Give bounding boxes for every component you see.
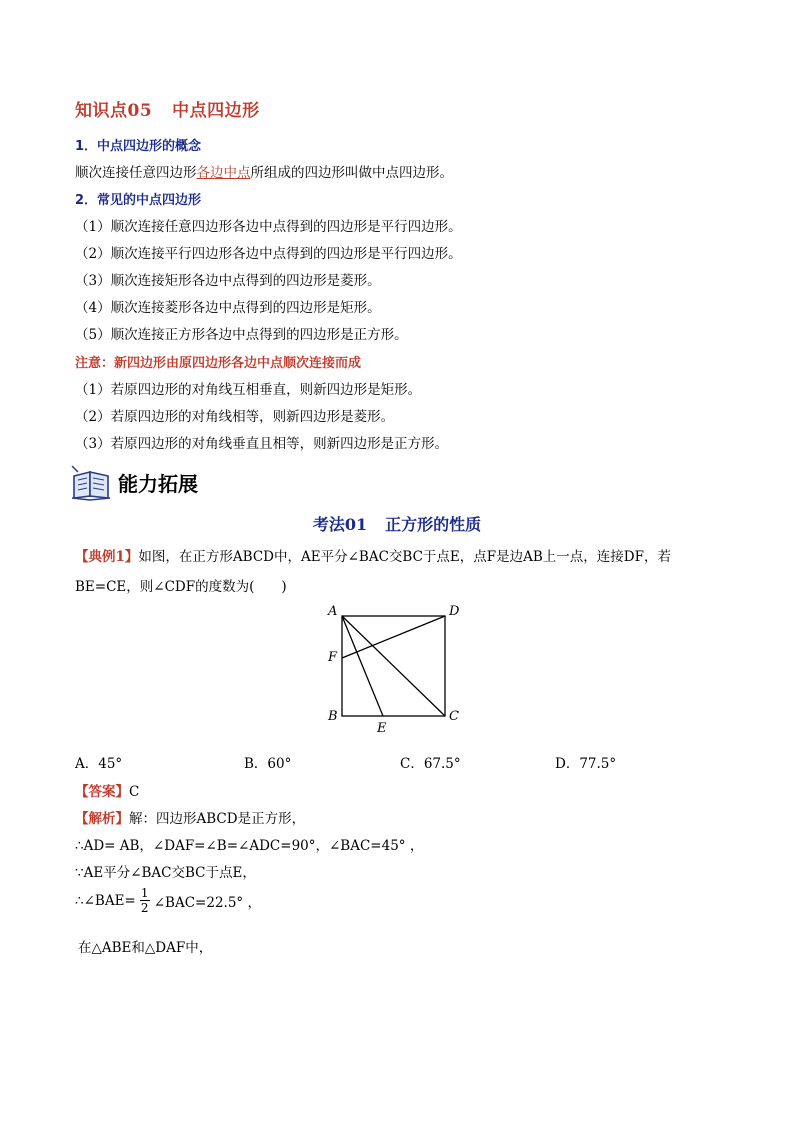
subheading-common [75, 189, 201, 208]
list-item: （5）顺次连接正方形各边中点得到的四边形是正方形。 [75, 327, 408, 343]
method-title: 正方形的性质 [385, 515, 482, 534]
solution-line [75, 807, 305, 827]
definition-highlight: 各边中点 [196, 165, 251, 181]
list-item: （1）若原四边形的对角线互相垂直，则新四边形是矩形。 [75, 382, 422, 398]
fraction-suffix: ∠BAC=22.5° ， [153, 894, 261, 911]
solution-line: 在△ABE和△DAF中， [78, 940, 213, 956]
example-line-1 [75, 545, 671, 565]
open-book-icon [70, 462, 112, 502]
subheading-text: 常见的中点四边形 [97, 193, 202, 208]
fraction-denominator: 2 [140, 901, 149, 915]
solution-line: ∴AD= AB，∠DAF=∠B=∠ADC=90°，∠BAC=45° ， [75, 838, 424, 854]
list-item: （3）若原四边形的对角线垂直且相等，则新四边形是正方形。 [75, 436, 449, 452]
list-item: （2）若原四边形的对角线相等，则新四边形是菱形。 [75, 409, 395, 425]
list-item: （1）顺次连接任意四边形各边中点得到的四边形是平行四边形。 [75, 219, 462, 235]
note-heading: 注意：新四边形由原四边形各边中点顺次连接而成 [75, 356, 362, 371]
label-b: B [328, 709, 338, 724]
example-tag: 【典例1】 [75, 549, 139, 565]
definition-before: 顺次连接任意四边形 [75, 165, 197, 181]
label-a: A [328, 604, 338, 619]
option-c: C．67.5° [400, 756, 461, 772]
diagonal-ac [342, 616, 445, 716]
ability-heading [70, 462, 198, 502]
example-text: 如图，在正方形ABCD中，AE平分∠BAC交BC于点E，点F是边AB上一点，连接DF，若 [138, 549, 671, 565]
label-d: D [449, 604, 460, 619]
answer-tag: 【答案】 [75, 784, 129, 800]
list-item: （2）顺次连接平行四边形各边中点得到的四边形是平行四边形。 [75, 246, 462, 262]
subheading-number: 1． [75, 139, 98, 154]
method-label: 考法01 [312, 515, 368, 534]
option-d: D．77.5° [555, 756, 617, 772]
subheading-number: 2． [75, 193, 98, 208]
label-e: E [377, 721, 387, 736]
subheading-text: 中点四边形的概念 [97, 139, 202, 154]
section-label: 知识点05 [75, 101, 153, 121]
solution-fraction-line [75, 886, 261, 915]
example-line-2: BE=CE，则∠CDF的度数为( ) [75, 579, 287, 595]
segment-df [342, 616, 445, 658]
solution-line: ∵AE平分∠BAC交BC于点E， [75, 865, 256, 881]
method-heading [0, 512, 794, 535]
fraction-numerator: 1 [140, 886, 149, 900]
definition-after: 所组成的四边形叫做中点四边形。 [250, 165, 453, 181]
label-c: C [449, 709, 459, 724]
square-figure [320, 598, 470, 738]
label-f: F [328, 650, 338, 665]
fraction [140, 886, 150, 915]
solution-tag: 【解析】 [75, 811, 129, 827]
list-item: （4）顺次连接菱形各边中点得到的四边形是矩形。 [75, 300, 381, 316]
fraction-prefix: ∴∠BAE= [75, 892, 136, 909]
list-item: （3）顺次连接矩形各边中点得到的四边形是菱形。 [75, 273, 381, 289]
answer-value: C [129, 784, 140, 800]
ability-title: 能力拓展 [118, 471, 198, 496]
option-a: A．45° [75, 756, 123, 772]
subheading-concept [75, 135, 201, 154]
definition-text [75, 161, 453, 181]
answer-line [75, 780, 139, 800]
section-name: 中点四边形 [172, 101, 260, 121]
segment-ae [342, 616, 383, 716]
option-b: B．60° [244, 756, 292, 772]
solution-text: 解：四边形ABCD是正方形， [129, 811, 306, 827]
section-title [75, 96, 260, 121]
